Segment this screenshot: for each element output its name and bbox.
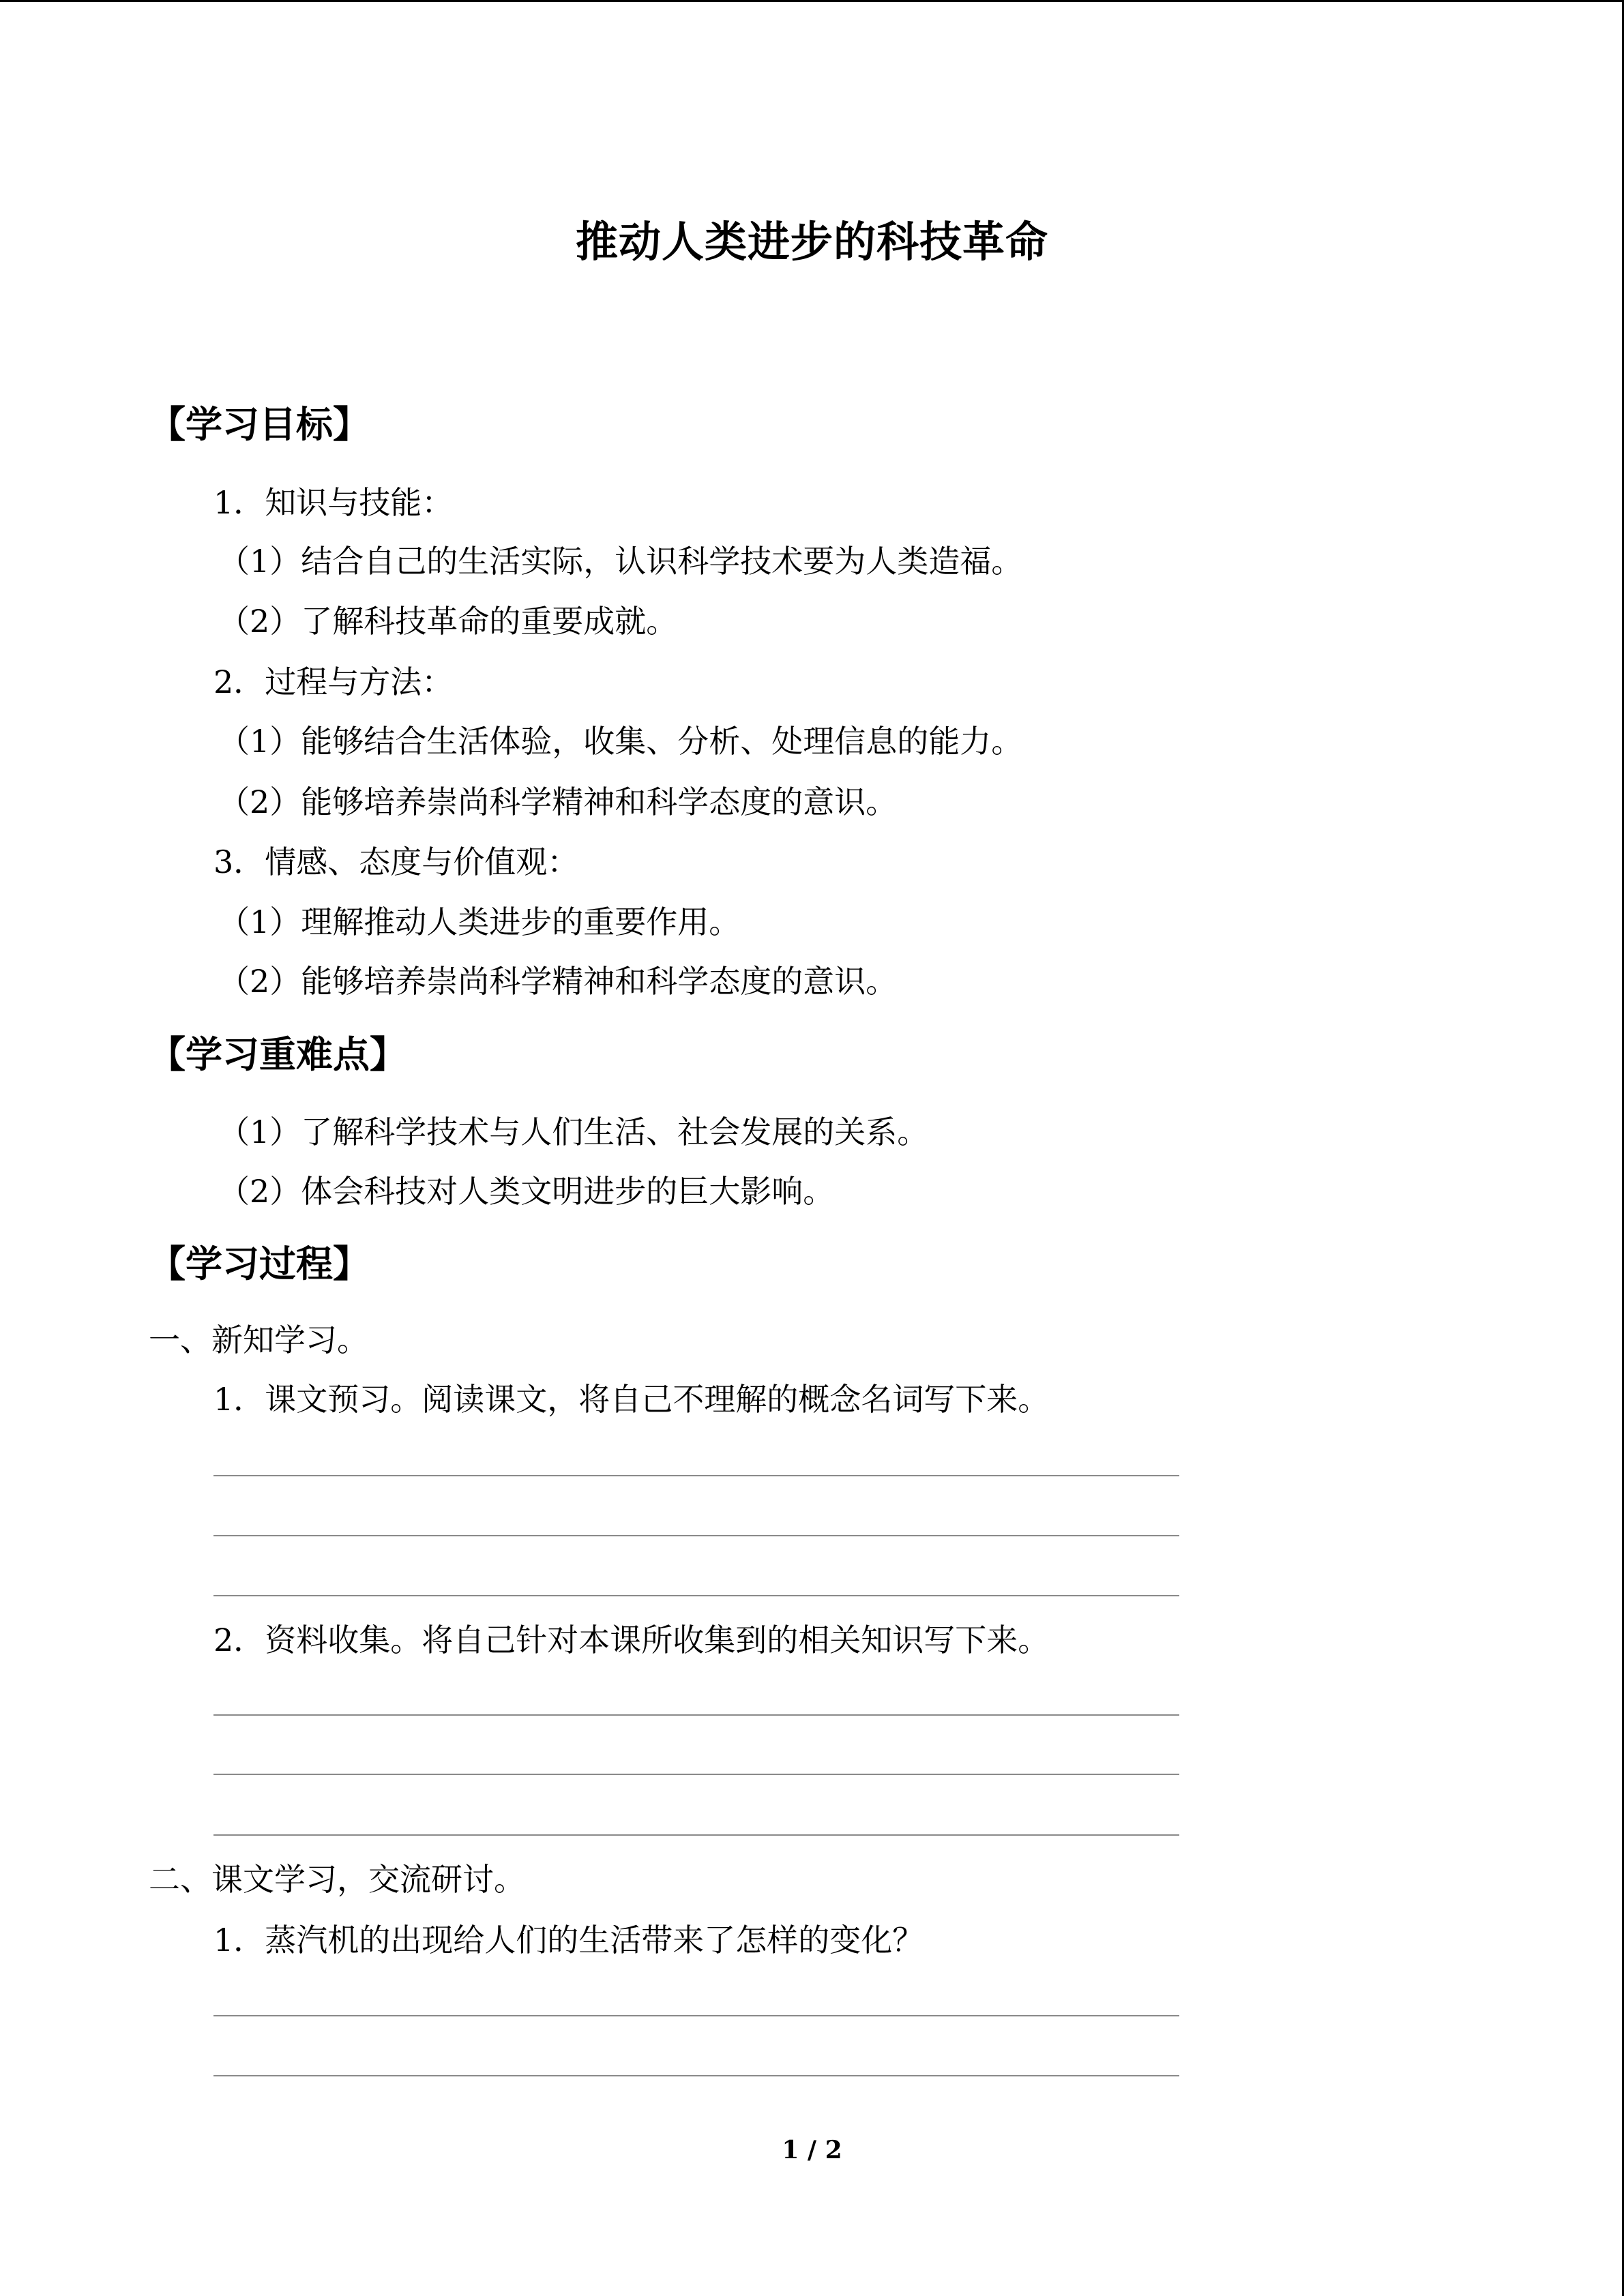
objective-line: 1．知识与技能： xyxy=(213,484,454,521)
section-title-new-knowledge: 一、新知学习。 xyxy=(149,1322,368,1358)
objectives-heading: 【学习目标】 xyxy=(149,402,370,446)
question-preview: 1．课文预习。阅读课文，将自己不理解的概念名词写下来。 xyxy=(213,1381,1050,1418)
answer-line[interactable] xyxy=(213,1475,1179,1476)
page-border-top xyxy=(0,0,1624,2)
answer-line[interactable] xyxy=(213,2075,1179,2076)
answer-line[interactable] xyxy=(213,1535,1179,1536)
key-points-heading: 【学习重难点】 xyxy=(149,1032,407,1076)
objective-line: （1）能够结合生活体验，收集、分析、处理信息的能力。 xyxy=(218,723,1023,760)
objective-line: （1）结合自己的生活实际，认识科学技术要为人类造福。 xyxy=(218,543,1023,580)
answer-line[interactable] xyxy=(213,1714,1179,1716)
page-title: 推动人类进步的科技革命 xyxy=(575,217,1048,267)
objective-line: 3．情感、态度与价值观： xyxy=(213,844,579,880)
objective-line: （1）理解推动人类进步的重要作用。 xyxy=(218,904,741,940)
answer-line[interactable] xyxy=(213,1834,1179,1836)
answer-line[interactable] xyxy=(213,2015,1179,2016)
section-title-discussion: 二、课文学习，交流研讨。 xyxy=(149,1861,525,1898)
answer-line[interactable] xyxy=(213,1774,1179,1775)
answer-line[interactable] xyxy=(213,1595,1179,1596)
objective-line: （2）能够培养崇尚科学精神和科学态度的意识。 xyxy=(218,963,898,1000)
question-material-collection: 2．资料收集。将自己针对本课所收集到的相关知识写下来。 xyxy=(213,1622,1050,1658)
objective-line: （2）了解科技革命的重要成就。 xyxy=(218,603,678,640)
objective-line: 2．过程与方法： xyxy=(213,664,454,700)
objective-line: （2）能够培养崇尚科学精神和科学态度的意识。 xyxy=(218,784,898,820)
page-number: 1 / 2 xyxy=(782,2136,842,2164)
key-point-line: （1）了解科学技术与人们生活、社会发展的关系。 xyxy=(218,1114,929,1150)
question-steam-engine: 1．蒸汽机的出现给人们的生活带来了怎样的变化？ xyxy=(213,1922,924,1958)
key-point-line: （2）体会科技对人类文明进步的巨大影响。 xyxy=(218,1173,835,1210)
process-heading: 【学习过程】 xyxy=(149,1242,370,1285)
